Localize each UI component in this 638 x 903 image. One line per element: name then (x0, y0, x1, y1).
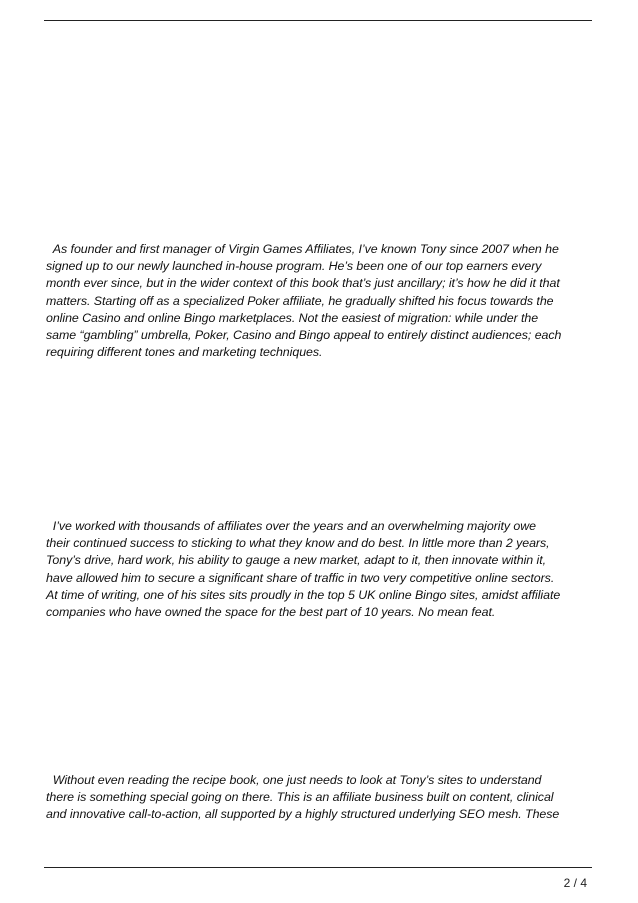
header-rule (44, 20, 592, 21)
paragraph-3: Without even reading the recipe book, one just needs to look at Tony’s sites to understand there is something special going on there. This is an affiliate business built on content, clinical and innovative call-to-action, all supported by a highly structured underlying SEO mesh. These (46, 773, 560, 822)
paragraph-1: As founder and first manager of Virgin Games Affiliates, I’ve known Tony since 2007 when he signed up to our newly launched in-house program. He’s been one of our top earners every month ever since, but in the wider context of this book that’s just ancillary; it’s how he did it that matters. Starting off as a specialized Poker affiliate, he gradually shifted his focus towards the online Casino and online Bingo marketplaces. Not the easiest of migration: while under the same “gambling” umbrella, Poker, Casino and Bingo appeal to entirely distinct audiences; each requiring different tones and marketing techniques. (46, 242, 562, 360)
page-number: 2 / 4 (563, 876, 587, 890)
paragraph-2: I’ve worked with thousands of affiliates over the years and an overwhelming majority owe their continued success to sticking to what they know and do best. In little more than 2 years, Tony’s drive, hard work, his ability to gauge a new market, adapt to it, then innovate within it, have allowed him to secure a significant share of traffic in two very competitive online sectors. At time of writing, one of his sites sits proudly in the top 5 UK online Bingo sites, amidst affiliate companies who have owned the space for the best part of 10 years. No mean feat. (46, 519, 561, 620)
footer-rule (44, 867, 592, 868)
